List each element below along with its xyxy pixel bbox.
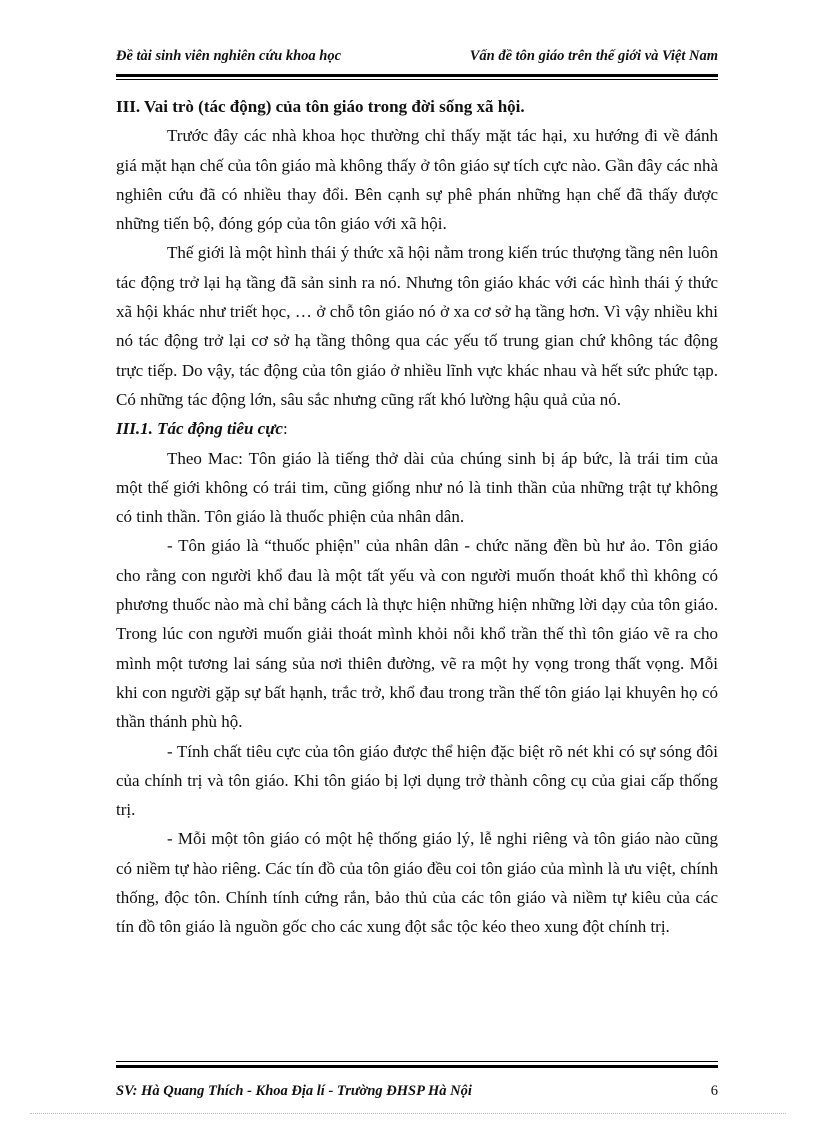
header-rule-thick xyxy=(116,74,718,77)
footer-rule-thin xyxy=(116,1061,718,1062)
header-right-text: Vấn đề tôn giáo trên thế giới và Việt Nam xyxy=(469,48,718,64)
section-heading: III. Vai trò (tác động) của tôn giáo trong đời sống xã hội. xyxy=(116,97,525,116)
paragraph-2: Thế giới là một hình thái ý thức xã hội nằm trong kiến trúc thượng tầng nên luôn tác động trở lại hạ tầng đã sản sinh ra nó. Nhưng tôn giáo khác với các hình thái ý thức xã hội khác như triết học, … ở chỗ tôn giáo nó ở xa cơ sở hạ tầng hơn. Vì vậy nhiều khi nó tác động trở lại cơ sở hạ tầng thông qua các yếu tố trung gian chứ không tác động trực tiếp. Do vậy, tác động của tôn giáo ở nhiều lĩnh vực khác nhau và hết sức phức tạp. Có những tác động lớn, sâu sắc nhưng cũng rất khó lường hậu quả của nó. xyxy=(116,243,718,409)
header-rule-thin xyxy=(116,79,718,80)
footer-author-text: SV: Hà Quang Thích - Khoa Địa lí - Trường ĐHSP Hà Nội xyxy=(116,1083,472,1099)
paragraph-6: - Mỗi một tôn giáo có một hệ thống giáo lý, lễ nghi riêng và tôn giáo nào cũng có niềm tự hào riêng. Các tín đồ của tôn giáo đều coi tôn giáo của mình là ưu việt, chính thống, độc tôn. Chính tính cứng rắn, bảo thủ của các tôn giáo và niềm tự kiêu của các tín đồ tôn giáo là nguồn gốc cho các xung đột sắc tộc kéo theo xung đột chính trị. xyxy=(116,829,718,937)
paragraph-1: Trước đây các nhà khoa học thường chỉ thấy mặt tác hại, xu hướng đi về đánh giá mặt hạn chế của tôn giáo mà không thấy ở tôn giáo sự tích cực nào. Gần đây các nhà nghiên cứu đã có nhiều thay đổi. Bên cạnh sự phê phán những hạn chế đã thấy được những tiến bộ, đóng góp của tôn giáo với xã hội. xyxy=(116,126,718,234)
paragraph-5: - Tính chất tiêu cực của tôn giáo được thể hiện đặc biệt rõ nét khi có sự sóng đôi của chính trị và tôn giáo. Khi tôn giáo bị lợi dụng trở thành công cụ của giai cấp thống trị. xyxy=(116,741,718,820)
page-edge-dotted-line xyxy=(30,1113,786,1114)
page-header xyxy=(116,48,718,72)
page-number: 6 xyxy=(710,1083,718,1099)
footer-rule-thick xyxy=(116,1065,718,1068)
subsection-heading xyxy=(116,414,718,443)
paragraph-4: - Tôn giáo là “thuốc phiện" của nhân dân - chức năng đền bù hư ảo. Tôn giáo cho rằng con người khổ đau là một tất yếu và con người muốn thoát khổ thì không có phương thuốc nào mà chỉ bằng cách là thực hiện những hiện những lời dạy của tôn giáo. Trong lúc con người muốn giải thoát mình khỏi nỗi khổ trần thế thì tôn giáo vẽ ra cho mình một tương lai sáng sủa nơi thiên đường, vẽ ra một hy vọng trong thất vọng. Mỗi khi con người gặp sự bất hạnh, trắc trở, khổ đau trong trần thế tôn giáo lại khuyên họ có thần thánh phù hộ. xyxy=(116,536,718,732)
subsection-heading-text: III.1. Tác động tiêu cực xyxy=(116,419,283,439)
header-left-text: Đề tài sinh viên nghiên cứu khoa học xyxy=(116,48,342,64)
paragraph-3: Theo Mac: Tôn giáo là tiếng thở dài của chúng sinh bị áp bức, là trái tim của một thế giới không có trái tim, cũng giống như nó là tinh thần của những trật tự không có tinh thần. Tôn giáo là thuốc phiện của nhân dân. xyxy=(116,448,718,527)
page-body xyxy=(116,92,718,942)
page-footer xyxy=(116,1083,718,1107)
subsection-heading-colon: : xyxy=(282,419,288,439)
